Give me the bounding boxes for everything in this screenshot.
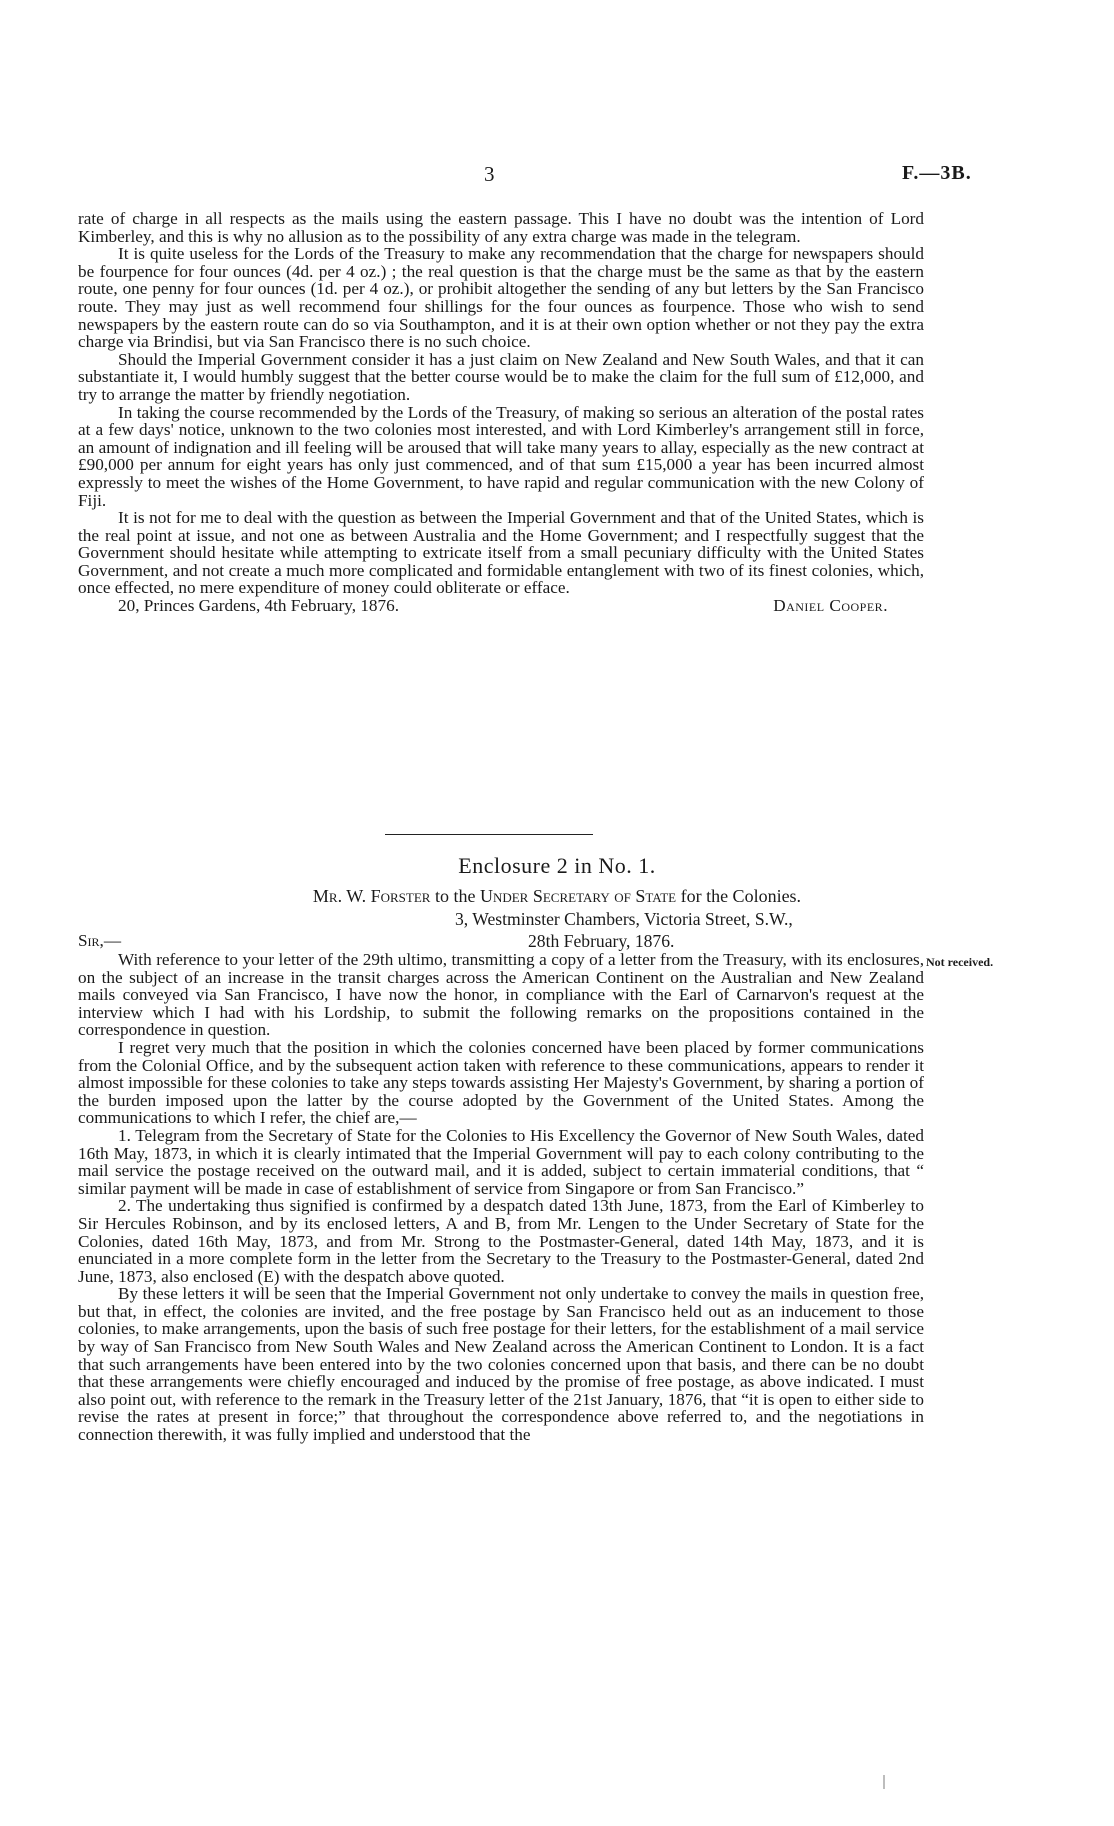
- paragraph: Should the Imperial Government consider it has a just claim on New Zealand and New South Wales, and that it can substantiate it, I would humbly suggest that the better course would be to make the claim for the full sum of £12,000, and try to arrange the matter by friendly negotiation.: [78, 349, 924, 404]
- paragraph: 2. The undertaking thus signified is confirmed by a despatch dated 13th June, 1873, from the Earl of Kimberley to Sir Hercules Robinson, and by its enclosed letters, A and B, from Mr. Lengen to the Under Secretary of State for the Colonies, dated 16th May, 1873, and from Mr. Strong to the Postmaster-General, dated 14th May, 1873, and it is enunciated in a more complete form in the letter from the Secretary to the Treasury to the Postmaster-General, dated 2nd June, 1873, also enclosed (E) with the despatch above quoted.: [78, 1196, 924, 1286]
- recipient-title: Under Secretary of State: [479, 886, 677, 906]
- page-header: [0, 162, 1114, 192]
- sender-address: 3, Westminster Chambers, Victoria Street, S.W.,: [455, 909, 793, 929]
- sender-name: Mr. W. Forster: [312, 886, 431, 906]
- signature: Daniel Cooper.: [773, 596, 888, 616]
- document-reference: F.—3B.: [902, 162, 972, 184]
- paragraph: It is quite useless for the Lords of the Treasury to make any recommendation that the charge for newspapers should be fourpence for four ounces (4d. per 4 oz.) ; the real question is that the charge must be the same as that by the eastern route, one penny for four ounces (1d. per 4 oz.), or prohibit altogether the sending of any but letters by the San Francisco route. They may just as well recommend four shillings for the four ounces as fourpence. Those who wish to send newspapers by the eastern route can do so via Southampton, and it is at their own option whether or not they pay the extra charge via Brindisi, but via San Francisco there is no such choice.: [78, 244, 924, 352]
- paragraph: By these letters it will be seen that the Imperial Government not only undertake to convey the mails in question free, but that, in effect, the colonies are invited, and the free postage by San Francisco held out as an inducement to those colonies, to make arrangements, upon the basis of such free postage for their letters, for the establishment of a mail service by way of San Francisco from New South Wales and New Zealand across the American Continent to London. It is a fact that such arrangements have been entered into by the two colonies concerned upon that basis, and there can be no doubt that these arrangements were chiefly encouraged and induced by the promise of free postage, as above indicated. I must also point out, with reference to the remark in the Treasury letter of the 21st January, 1876, that “it is open to either side to revise the rates at present in force;” that throughout the correspondence above referred to, and the negotiations in connection therewith, it was fully implied and understood that the: [78, 1284, 924, 1445]
- margin-note: Not received.: [926, 955, 994, 969]
- salutation: Sir,—: [78, 931, 122, 950]
- paragraph: rate of charge in all respects as the mails using the eastern passage. This I have no doubt was the intention of Lord Kimberley, and this is why no allusion as to the possibility of any extra charge was made in the telegram.: [78, 209, 924, 246]
- paragraph: With reference to your letter of the 29th ultimo, transmitting a copy of a letter from the Treasury, with its enclosures, on the subject of an increase in the transit charges across the American Continent on the Australian and New Zealand mails conveyed via San Francisco, I have now the honor, in compliance with the Earl of Carnarvon's request at the interview which I had with his Lordship, to submit the following remarks on the propositions contained in the correspondence in question.: [78, 950, 924, 1040]
- letter-date: 28th February, 1876.: [528, 931, 675, 951]
- signoff-line: [78, 597, 924, 617]
- correspondents-line: [0, 886, 1114, 907]
- enclosure-heading: Enclosure 2 in No. 1.: [458, 853, 656, 878]
- paragraph: In taking the course recommended by the Lords of the Treasury, of making so serious an alteration of the postal rates at a few days' notice, unknown to the two colonies most interested, and with Lord Kimberley's arrangement still in force, an amount of indignation and ill feeling will be aroused that will take many years to allay, especially as the new contract at £90,000 per annum for eight years has only just commenced, and of that sum £15,000 a year has been incurred almost expressly to meet the wishes of the Home Government, to have rapid and regular communication with the new Colony of Fiji.: [78, 402, 924, 510]
- signoff-address: 20, Princes Gardens, 4th February, 1876.: [118, 596, 399, 616]
- paragraph: I regret very much that the position in which the colonies concerned have been placed by former communications from the Colonial Office, and by the subsequent action taken with reference to these communications, appears to render it almost impossible for these colonies to take any steps towards assisting Her Majesty's Government, by sharing a portion of the burden imposed upon the latter by the course adopted by the Government of the United States. Among the communications to which I refer, the chief are,—: [78, 1037, 924, 1128]
- section-divider: [385, 834, 593, 835]
- to-word: to the: [434, 886, 476, 906]
- page-number: 3: [484, 162, 495, 186]
- cooper-letter-body: [78, 210, 924, 617]
- forster-letter-body: [78, 951, 924, 1444]
- page-mark: [883, 1775, 885, 1789]
- paragraph: It is not for me to deal with the question as between the Imperial Government and that of the United States, which is the real point at issue, and not one as between Australia and the Home Government; and I respectfully suggest that the Government should hesitate while attempting to extricate itself from a small pecuniary difficulty with the United States Government, and not create a much more complicated and formidable entanglement with two of its finest colonies, which, once effected, no mere expenditure of money could obliterate or efface.: [78, 508, 924, 598]
- recipient-department: for the Colonies.: [680, 886, 802, 906]
- paragraph: 1. Telegram from the Secretary of State for the Colonies to His Excellency the Governor of New South Wales, dated 16th May, 1873, in which it is clearly intimated that the Imperial Government will pay to each colony contributing to the mail service the postage received on the outward mail, and it is added, subject to certain immaterial conditions, that “ similar payment will be made in case of establishment of service from Singapore or from San Francisco.”: [78, 1125, 924, 1198]
